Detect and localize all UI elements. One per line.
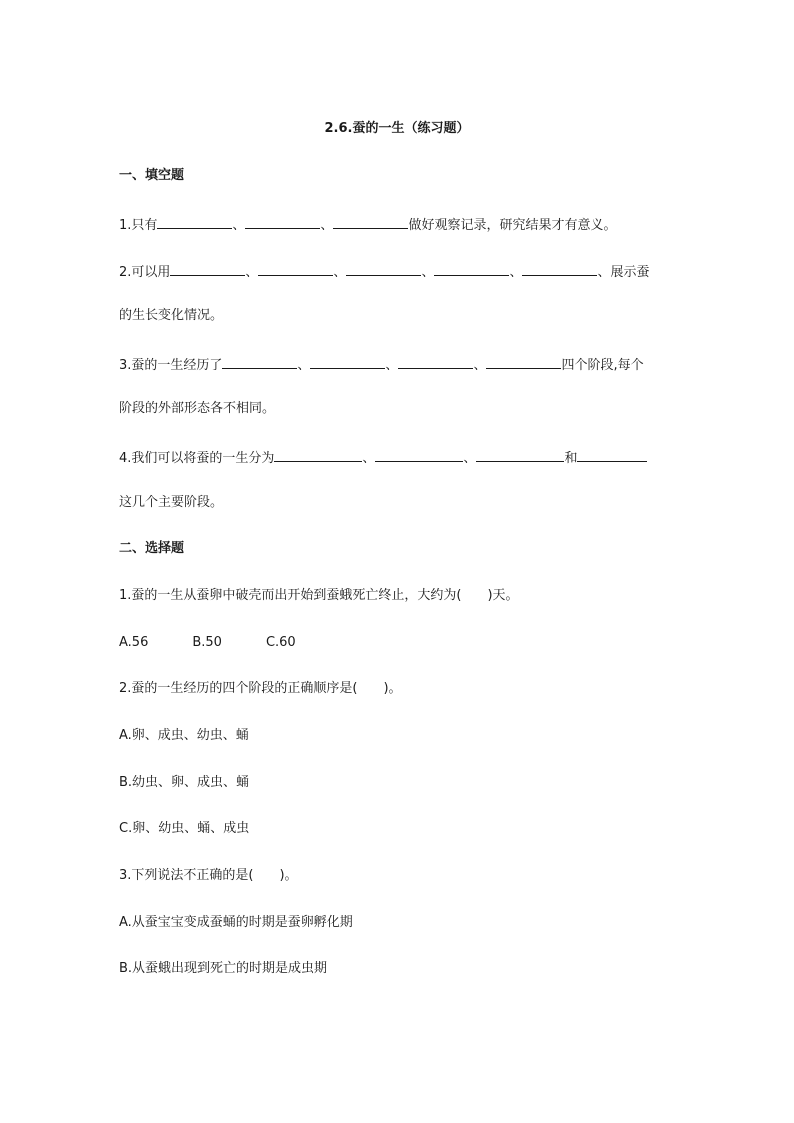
separator: 、: [232, 218, 246, 233]
answer-blank[interactable]: [157, 215, 232, 229]
answer-blank[interactable]: [398, 355, 473, 369]
separator: 、: [333, 265, 347, 280]
separator: 、: [297, 358, 311, 373]
question-text: 2.可以用: [119, 265, 171, 280]
option-a[interactable]: A.从蚕宝宝变成蚕蛹的时期是蚕卵孵化期: [119, 915, 353, 930]
section-heading-fill-blank: 一、填空题: [119, 168, 185, 183]
question-text: 1.蚕的一生从蚕卵中破壳而出开始到蚕蛾死亡终止，大约为(: [119, 588, 462, 603]
separator: 、: [320, 218, 334, 233]
question-text: 四个阶段,每个: [561, 358, 644, 373]
answer-blank[interactable]: [222, 355, 297, 369]
question-choice-1-options: [119, 635, 296, 651]
answer-blank[interactable]: [434, 262, 509, 276]
answer-blank[interactable]: [310, 355, 385, 369]
answer-blank[interactable]: [577, 448, 647, 462]
separator: 、: [385, 358, 399, 373]
question-text: )。: [383, 681, 402, 696]
question-text: 1.只有: [119, 218, 158, 233]
page-title: 2.6.蚕的一生（练习题）: [324, 121, 470, 136]
separator: 、: [362, 451, 376, 466]
option-a[interactable]: A.卵、成虫、幼虫、蛹: [119, 728, 249, 743]
answer-blank[interactable]: [346, 262, 421, 276]
question-choice-1: [119, 588, 519, 604]
answer-blank[interactable]: [274, 448, 362, 462]
answer-blank[interactable]: [333, 215, 408, 229]
answer-blank[interactable]: [170, 262, 245, 276]
question-text: 、展示蚕: [597, 265, 650, 280]
option-c[interactable]: C.卵、幼虫、蛹、成虫: [119, 821, 250, 836]
question-fill-4: [119, 448, 647, 467]
answer-blank[interactable]: [245, 215, 320, 229]
separator: 、: [473, 358, 487, 373]
option-c[interactable]: C.60: [265, 635, 296, 650]
answer-blank[interactable]: [522, 262, 597, 276]
question-fill-1: [119, 215, 616, 234]
option-b[interactable]: B.50: [192, 635, 222, 650]
separator: 、: [245, 265, 259, 280]
separator: 、: [509, 265, 523, 280]
answer-blank[interactable]: [476, 448, 564, 462]
answer-blank[interactable]: [375, 448, 463, 462]
option-b[interactable]: B.幼虫、卵、成虫、蛹: [119, 775, 250, 790]
question-text: 4.我们可以将蚕的一生分为: [119, 451, 275, 466]
question-choice-3: [119, 868, 298, 884]
separator: 、: [463, 451, 477, 466]
question-text: 3.蚕的一生经历了: [119, 358, 223, 373]
question-fill-3: [119, 355, 644, 374]
question-text: 3.下列说法不正确的是(: [119, 868, 254, 883]
question-text: )天。: [487, 588, 519, 603]
separator: 、: [421, 265, 435, 280]
question-fill-4-continued: 这几个主要阶段。: [119, 495, 224, 510]
question-fill-3-continued: 阶段的外部形态各不相同。: [119, 401, 276, 416]
question-choice-2: [119, 681, 402, 697]
question-text: 做好观察记录，研究结果才有意义。: [408, 218, 617, 233]
option-b[interactable]: B.从蚕蛾出现到死亡的时期是成虫期: [119, 961, 328, 976]
conjunction: 和: [564, 451, 578, 466]
section-heading-multiple-choice: 二、选择题: [119, 541, 185, 556]
option-a[interactable]: A.56: [119, 635, 149, 650]
answer-blank[interactable]: [486, 355, 561, 369]
question-fill-2-continued: 的生长变化情况。: [119, 308, 224, 323]
question-text: )。: [279, 868, 298, 883]
answer-blank[interactable]: [258, 262, 333, 276]
question-text: 2.蚕的一生经历的四个阶段的正确顺序是(: [119, 681, 358, 696]
question-fill-2: [119, 262, 649, 281]
